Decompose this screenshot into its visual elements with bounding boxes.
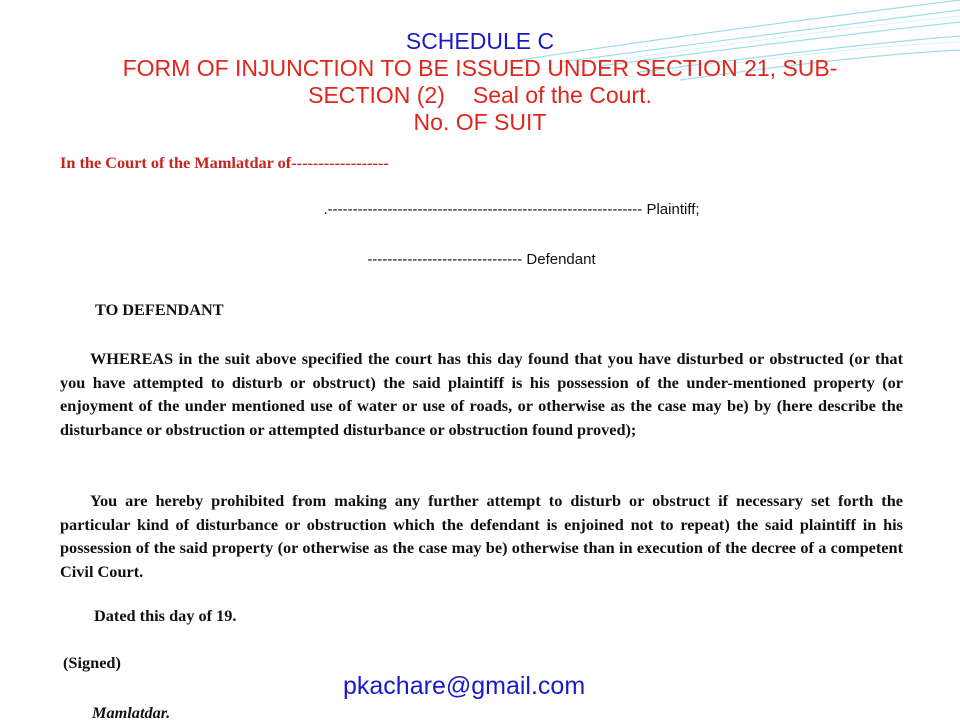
signed-line: (Signed) [63,653,121,672]
slide-title [60,28,900,136]
to-defendant-heading: TO DEFENDANT [95,300,224,319]
schedule-heading: SCHEDULE C [405,28,555,54]
footer-email: pkachare@gmail.com [343,672,586,700]
section-label: SECTION (2) [308,82,445,108]
dated-line: Dated this day of 19. [94,606,237,625]
defendant-line: ------------------------------- Defendant [367,251,596,268]
prohibition-paragraph: You are hereby prohibited from making any further attempt to disturb or obstruct if necessary set forth the particular kind of disturbance or obstruction which the defendant is enjoined not to repeat) the said plaintiff in his possession of the said property (or otherwise as the case may be) otherwise than in execution of the decree of a competent Civil Court. [60,491,903,581]
court-line: In the Court of the Mamlatdar of------------------ [60,153,389,172]
form-heading: FORM OF INJUNCTION TO BE ISSUED UNDER SECTION 21, SUB- [122,55,838,81]
seal-label: Seal of the Court. [472,82,652,108]
section-seal-line [60,82,900,109]
whereas-paragraph: WHEREAS in the suit above specified the court has this day found that you have disturbed or obstructed (or that you have attempted to disturb or obstruct) the said plaintiff is his possession of the under-mentioned property (or enjoyment of the under mentioned use of water or use of roads, or otherwise as the case may be) by (here describe the disturbance or obstruction or attempted disturbance or obstruction found proved); [60,349,903,439]
plaintiff-line: .--------------------------------------------------------------- Plaintiff; [323,201,700,218]
mamlatdar-signature: Mamlatdar. [92,703,171,722]
suit-number-heading: No. OF SUIT [413,109,547,135]
